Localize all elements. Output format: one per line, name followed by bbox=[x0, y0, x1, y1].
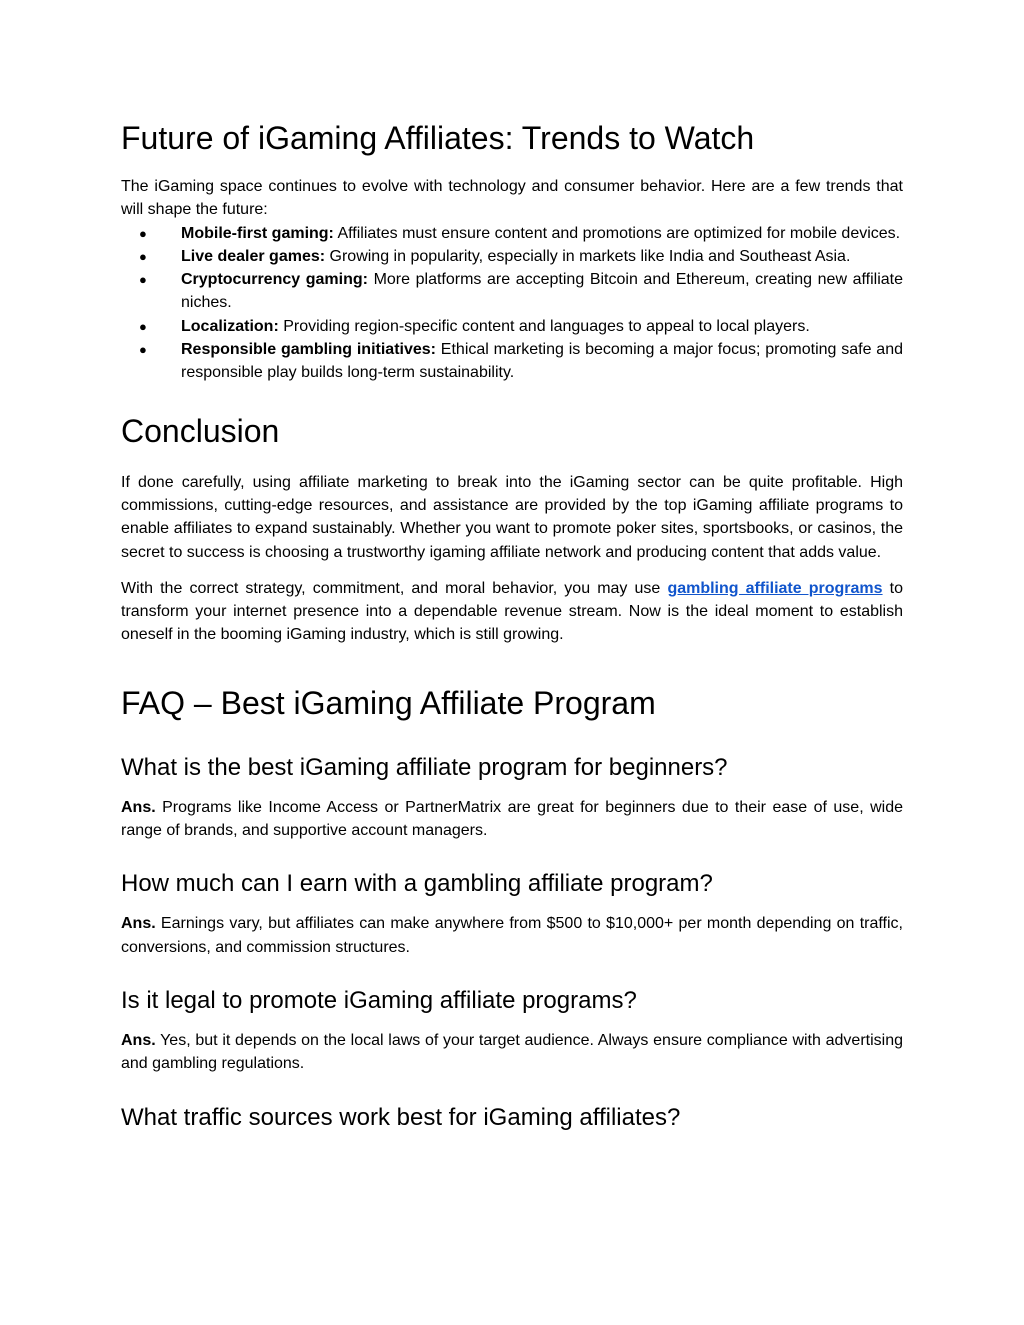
section-title-conclusion: Conclusion bbox=[121, 412, 280, 449]
list-item bbox=[121, 245, 903, 268]
answer-label: Ans. bbox=[121, 798, 156, 816]
faq-question: What traffic sources work best for iGaming affiliates? bbox=[121, 1103, 681, 1131]
bullet-term: Localization: bbox=[181, 317, 279, 335]
bullet-text: Growing in popularity, especially in markets like India and Southeast Asia. bbox=[325, 247, 851, 265]
bullet-icon: ● bbox=[139, 318, 147, 334]
bullet-icon: ● bbox=[139, 248, 147, 264]
bullet-text: Ethical marketing is becoming a major focus; promoting safe and responsible play builds long-term sustainability. bbox=[181, 341, 903, 382]
faq-answer bbox=[121, 796, 903, 843]
bullet-icon: ● bbox=[139, 225, 147, 241]
section-title-trends: Future of iGaming Affiliates: Trends to Watch bbox=[121, 120, 755, 156]
list-item bbox=[121, 315, 903, 338]
faq-question: How much can I earn with a gambling affiliate program? bbox=[121, 870, 713, 898]
bullet-term: Mobile-first gaming: bbox=[181, 224, 334, 242]
answer-label: Ans. bbox=[121, 915, 156, 933]
faq-answer bbox=[121, 1029, 903, 1076]
conclusion-text-after-link: to transform your internet presence into a dependable revenue stream. Now is the ideal moment to establish oneself in the booming iGaming industry, which is still growing. bbox=[121, 579, 904, 644]
list-item bbox=[121, 268, 903, 315]
bullet-term: Cryptocurrency gaming: bbox=[181, 271, 368, 289]
trends-intro: The iGaming space continues to evolve with technology and consumer behavior. Here are a few trends that will shape the future: bbox=[121, 178, 903, 219]
faq-question: Is it legal to promote iGaming affiliate programs? bbox=[121, 986, 637, 1014]
list-item bbox=[121, 222, 903, 245]
faq-question: What is the best iGaming affiliate program for beginners? bbox=[121, 753, 728, 781]
faq-answer bbox=[121, 912, 903, 959]
bullet-text: Affiliates must ensure content and promotions are optimized for mobile devices. bbox=[333, 224, 901, 242]
answer-text: Earnings vary, but affiliates can make anywhere from $500 to $10,000+ per month depending on traffic, conversions, and commission structures. bbox=[121, 915, 903, 956]
conclusion-paragraph-2 bbox=[121, 577, 903, 647]
list-item bbox=[121, 338, 903, 385]
answer-text: Yes, but it depends on the local laws of your target audience. Always ensure compliance with advertising and gambling regulations. bbox=[121, 1031, 903, 1073]
gambling-affiliate-programs-link[interactable]: gambling affiliate programs bbox=[667, 579, 883, 597]
bullet-text: Providing region-specific content and languages to appeal to local players. bbox=[278, 317, 810, 335]
answer-text: Programs like Income Access or PartnerMatrix are great for beginners due to their ease of use, wide range of brands, and supportive account managers. bbox=[121, 798, 903, 840]
conclusion-text-before-link: With the correct strategy, commitment, and moral behavior, you may use bbox=[121, 579, 668, 597]
trends-list bbox=[121, 222, 903, 385]
bullet-icon: ● bbox=[139, 342, 147, 358]
bullet-icon: ● bbox=[139, 272, 147, 288]
answer-label: Ans. bbox=[121, 1031, 156, 1049]
conclusion-paragraph-1: If done carefully, using affiliate marketing to break into the iGaming sector can be quite profitable. High commissions, cutting-edge resources, and assistance are provided by the top iGaming affiliate programs to enable affiliates to expand sustainably. Whether you want to promote poker sites, sportsbooks, or casinos, the secret to success is choosing a trustworthy igaming affiliate network and producing content that adds value. bbox=[121, 473, 903, 561]
bullet-text: More platforms are accepting Bitcoin and Ethereum, creating new affiliate niches. bbox=[181, 271, 904, 312]
bullet-term: Responsible gambling initiatives: bbox=[181, 341, 436, 359]
bullet-term: Live dealer games: bbox=[181, 247, 326, 265]
section-title-faq: FAQ – Best iGaming Affiliate Program bbox=[121, 684, 656, 721]
